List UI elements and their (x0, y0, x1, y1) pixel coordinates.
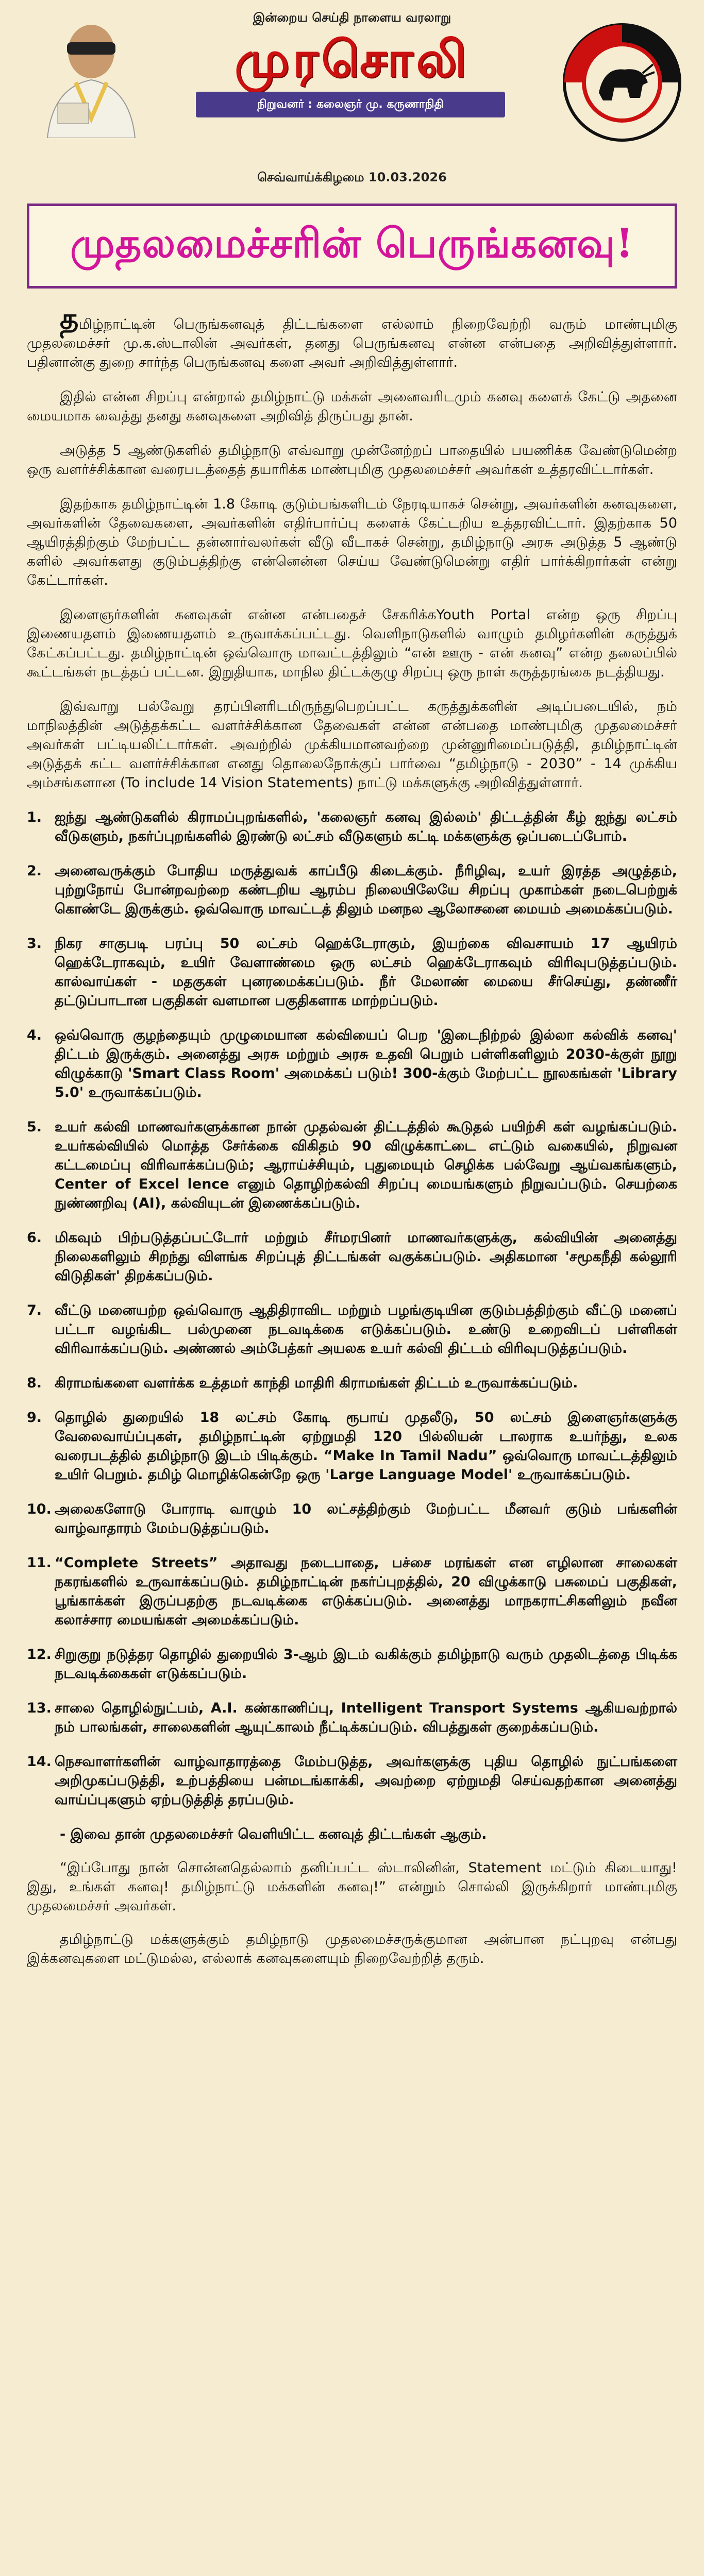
issue-date: செவ்வாய்க்கிழமை 10.03.2026 (257, 170, 447, 184)
party-emblem-logo (552, 15, 692, 149)
list-item: 12. சிறுகுறு நடுத்தர தொழில் துறையில் 3-ஆம் இடம் வகிக்கும் தமிழ்நாடு வரும் முதலிடத்தை பிடிக்க நடவடிக்கைகள் எடுக்கப்படும். (27, 1647, 677, 1682)
list-item: 10. அலைகளோடு போராடி வாழும் 10 லட்சத்திற்கும் மேற்பட்ட மீனவர் குடும் பங்களின் வாழ்வாதாரம் மேம்படுத்தப்படும். (27, 1501, 677, 1536)
list-item: 3. நிகர சாகுபடி பரப்பு 50 லட்சம் ஹெக்டேராகும், இயற்கை விவசாயம் 17 ஆயிரம் ஹெக்டேராகவும், உயிர் வேளாண்மை ஒரு லட்சம் ஹெக்டேராகவும் விரிவுபடுத்தப்படும். கால்வாய்கள் - மதகுகள் புனரமைக்கப்படும். நீர் மேலாண் மையை சீர்செய்து, தண்ணீர் தட்டுப்பாடான பகுதிகள் வளமான பகுதிகளாக மாற்றப்படும். (27, 936, 677, 1009)
drop-cap: த (60, 302, 79, 336)
intro-paragraph: தமிழ்நாட்டின் பெருங்கனவுத் திட்டங்களை எல்லாம் நிறைவேற்றி வரும் மாண்புமிகு முதலமைச்சர் மு.க.ஸ்டாலின் அவர்கள், தனது பெருங்கனவு என்ன என்பதை அறிவித்துள்ளார். பதினான்கு துறை சார்ந்த பெருங்கனவு களை அவர் அறிவித்துள்ளார். (27, 302, 677, 370)
closing-section (27, 1825, 677, 1968)
list-item: 9. தொழில் துறையில் 18 லட்சம் கோடி ரூபாய் முதலீடு, 50 லட்சம் இளைஞர்களுக்கு வேலைவாய்ப்புகள், தமிழ்நாட்டின் ஏற்றுமதி 120 பில்லியன் டாலராக உயர்ந்து, உலக வரைபடத்தில் தமிழ்நாடு இடம் பிடிக்கும். “Make In Tamil Nadu” ஒவ்வொரு மாவட்டத்திலும் உயிர் பெறும். தமிழ் மொழிக்கென்றே ஒரு 'Large Language Model' உருவாக்கப்படும். (27, 1410, 677, 1483)
list-item: 7. வீட்டு மனையற்ற ஒவ்வொரு ஆதிதிராவிட மற்றும் பழங்குடியின குடும்பத்திற்கும் வீட்டு மனைப் பட்டா வழங்கிட பல்முனை நடவடிக்கை எடுக்கப்படும். உண்டு உறைவிடப் பள்ளிகள் விரிவாக்கப்படும். அண்ணல் அம்பேத்கர் அயலக உயர் கல்வி திட்டம் விரிவுபடுத்தப்படும். (27, 1302, 677, 1357)
list-item: 8. கிராமங்களை வளர்க்க உத்தமர் காந்தி மாதிரி கிராமங்கள் திட்டம் உருவாக்கப்படும். (27, 1375, 578, 1391)
summary-line: - இவை தான் முதலமைச்சர் வெளியிட்ட கனவுத் திட்டங்கள் ஆகும். (60, 1826, 487, 1842)
intro-paragraph: இளைஞர்களின் கனவுகள் என்ன என்பதைச் சேகரிக்கYouth Portal என்ற ஒரு சிறப்பு இணையதளம் இணையதளம் உருவாக்கப்பட்டது. வெளிநாடுகளில் வாழும் தமிழர்களின் கருத்துக் கேட்கப்பட்டது. தமிழ்நாட்டின் ஒவ்வொரு மாவட்டத்திலும் “என் ஊரு - என் கனவு” என்ற தலைப்பில் கூட்டங்கள் நடத்தப் பட்டன. இறுதியாக, மாநில திட்டக்குழு சிறப்பு ஒரு நாள் கருத்தரங்கை நடத்தியது. (27, 607, 677, 680)
list-item: 2. அனைவருக்கும் போதிய மருத்துவக் காப்பீடு கிடைக்கும். நீரிழிவு, உயர் இரத்த அழுத்தம், புற்றுநோய் போன்றவற்றை கண்டறிய ஆரம்ப நிலையிலேயே சிறப்பு முகாம்கள் நடைபெற்றுக் கொண்டே இருக்கும். ஒவ்வொரு மாவட்டத் திலும் மனநல ஆலோசனை மையம் அமைக்கப்படும். (27, 863, 677, 917)
list-item: 1. ஐந்து ஆண்டுகளில் கிராமப்புறங்களில், 'கலைஞர் கனவு இல்லம்' திட்டத்தின் கீழ் ஐந்து லட்சம் வீடுகளும், நகர்ப்புறங்களில் இரண்டு லட்சம் வீடுகளும் கட்டி மக்களுக்கு ஒப்படைப்போம். (27, 809, 677, 844)
newspaper-nameplate: முரசொலி (234, 30, 470, 88)
list-item: 11. “Complete Streets” அதாவது நடைபாதை, பச்சை மரங்கள் என எழிலான சாலைகள் நகரங்களில் உருவாக்கப்படும். தமிழ்நாட்டின் நகர்ப்புறத்தில், 20 விழுக்காடு பசுமைப் பகுதிகள், பூங்காக்கள் இருப்பதற்கு நடவடிக்கை எடுக்கப்படும். அனைத்து மாநகராட்சிகளிலும் நவீன கலாச்சார மையங்கள் அமைக்கப்படும். (27, 1555, 677, 1628)
masthead (0, 0, 704, 155)
masthead-tagline: இன்றைய செய்தி நாளைய வரலாறு (253, 10, 451, 25)
intro-paragraph: அடுத்த 5 ஆண்டுகளில் தமிழ்நாடு எவ்வாறு முன்னேற்றப் பாதையில் பயணிக்க வேண்டுமென்ற ஒரு வளர்ச்சிக்கான வரைபடத்தைத் தயாரிக்க மாண்புமிகு முதலமைச்சர் அவர்கள் உத்தரவிட்டார்கள். (27, 443, 677, 478)
list-item: 6. மிகவும் பிற்படுத்தப்பட்டோர் மற்றும் சீர்மரபினர் மாணவர்களுக்கு, கல்வியின் அனைத்து நிலைகளிலும் சிறந்து விளங்க சிறப்புத் திட்டங்கள் வகுக்கப்படும். அதிகமான 'சமூகநீதி கல்லூரி விடுதிகள்' திறக்கப்படும். (27, 1230, 677, 1284)
founder-portrait-image (27, 15, 156, 138)
vision-points-list (27, 808, 677, 1809)
quote-paragraph: “இப்போது நான் சொன்னதெல்லாம் தனிப்பட்ட ஸ்டாலினின், Statement மட்டும் கிடையாது! இது, உங்கள் கனவு! தமிழ்நாட்டு மக்களின் கனவு!” என்றும் சொல்லி இருக்கிறார் மாண்புமிகு முதலமைச்சர் அவர்கள். (27, 1860, 677, 1914)
article-body (27, 302, 677, 1982)
list-item: 4. ஒவ்வொரு குழந்தையும் முழுமையான கல்வியைப் பெற 'இடைநிற்றல் இல்லா கல்விக் கனவு' திட்டம் இருக்கும். அனைத்து அரசு மற்றும் அரசு உதவி பெறும் பள்ளிகளிலும் 2030-க்குள் நூறு விழுக்காடு 'Smart Class Room' அமைக்கப் படும்! 300-க்கும் மேற்பட்ட நூலகங்கள் 'Library 5.0' உருவாக்கப்படும். (27, 1027, 677, 1100)
intro-paragraph: இதில் என்ன சிறப்பு என்றால் தமிழ்நாட்டு மக்கள் அனைவரிடமும் கனவு களைக் கேட்டு அதனை மையமாக வைத்து தனது கனவுகளை அறிவித் திருப்பது தான். (27, 389, 677, 424)
intro-paragraph: இதற்காக தமிழ்நாட்டின் 1.8 கோடி குடும்பங்களிடம் நேரடியாகச் சென்று, அவர்களின் கனவுகளை, அவர்களின் தேவைகளை, அவர்களின் எதிர்பார்ப்பு களைக் கேட்டறிய உத்தரவிட்டார். இதற்காக 50 ஆயிரத்திற்கும் மேற்பட்ட தன்னார்வலர்கள் வீடு வீடாகச் சென்று, தமிழ்நாடு அரசு அடுத்த 5 ஆண்டு களில் அவர்களது குடும்பத்திற்கு என்னென்ன செய்ய வேண்டுமென்று எதிர் பார்க்கிறார்கள் என்று கேட்டார்கள். (27, 496, 677, 588)
intro-paragraph: இவ்வாறு பல்வேறு தரப்பினரிடமிருந்துபெறப்பட்ட கருத்துக்களின் அடிப்படையில், நம் மாநிலத்தின் அடுத்தக்கட்ட வளர்ச்சிக்கான தேவைகள் என்ன என்பதை மாண்புமிகு முதலமைச்சர் அவர்கள் பட்டியலிட்டார்கள். அவற்றில் முக்கியமானவற்றை முன்னுரிமைப்படுத்தி, தமிழ்நாட்டின் அடுத்தக் கட்ட வளர்ச்சிக்கான எனது தொலைநோக்குப் பார்வை “தமிழ்நாடு - 2030” - 14 முக்கிய அம்சங்களான (To include 14 Vision Statements) நாட்டு மக்களுக்கு அறிவித்துள்ளார். (27, 699, 677, 791)
headline-box (27, 204, 677, 289)
founder-bar: நிறுவனர் : கலைஞர் மு. கருணாநிதி (196, 92, 505, 117)
list-item: 13. சாலை தொழில்நுட்பம், A.I. கண்காணிப்பு, Intelligent Transport Systems ஆகியவற்றால் நம் பாலங்கள், சாலைகளின் ஆயுட்காலம் நீட்டிக்கப்படும். விபத்துகள் குறைக்கப்படும். (27, 1700, 677, 1735)
list-item: 14. நெசவாளர்களின் வாழ்வாதாரத்தை மேம்படுத்த, அவர்களுக்கு புதிய தொழில் நுட்பங்களை அறிமுகப்படுத்தி, உற்பத்தியை பன்மடங்காக்கி, அவற்றை ஏற்றுமதி செய்வதற்கான அனைத்து வாய்ப்புகளும் ஏற்படுத்தித் தரப்படும். (27, 1754, 677, 1808)
final-paragraph: தமிழ்நாட்டு மக்களுக்கும் தமிழ்நாடு முதலமைச்சருக்குமான அன்பான நட்புறவு என்பது இக்கனவுகளை மட்டுமல்ல, எல்லாக் கனவுகளையும் நிறைவேற்றித் தரும். (27, 1931, 677, 1967)
list-item: 5. உயர் கல்வி மாணவர்களுக்கான நான் முதல்வன் திட்டத்தில் கூடுதல் பயிற்சி கள் வழங்கப்படும். உயர்கல்வியில் மொத்த சேர்க்கை விகிதம் 90 விழுக்காட்டை எட்டும் வகையில், நிறுவன கட்டமைப்பு விரிவாக்கப்படும்; ஆராய்ச்சியும், புதுமையும் செழிக்க பல்வேறு ஆய்வகங்களும், Center of Excel lence எனும் தொழிற்கல்வி சிறப்பு மையங்களும் நிறுவப்படும். செயற்கை நுண்ணறிவு (AI), கல்வியுடன் இணைக்கப்படும். (27, 1119, 677, 1211)
headline: முதலமைச்சரின் பெருங்கனவு! (70, 220, 634, 267)
